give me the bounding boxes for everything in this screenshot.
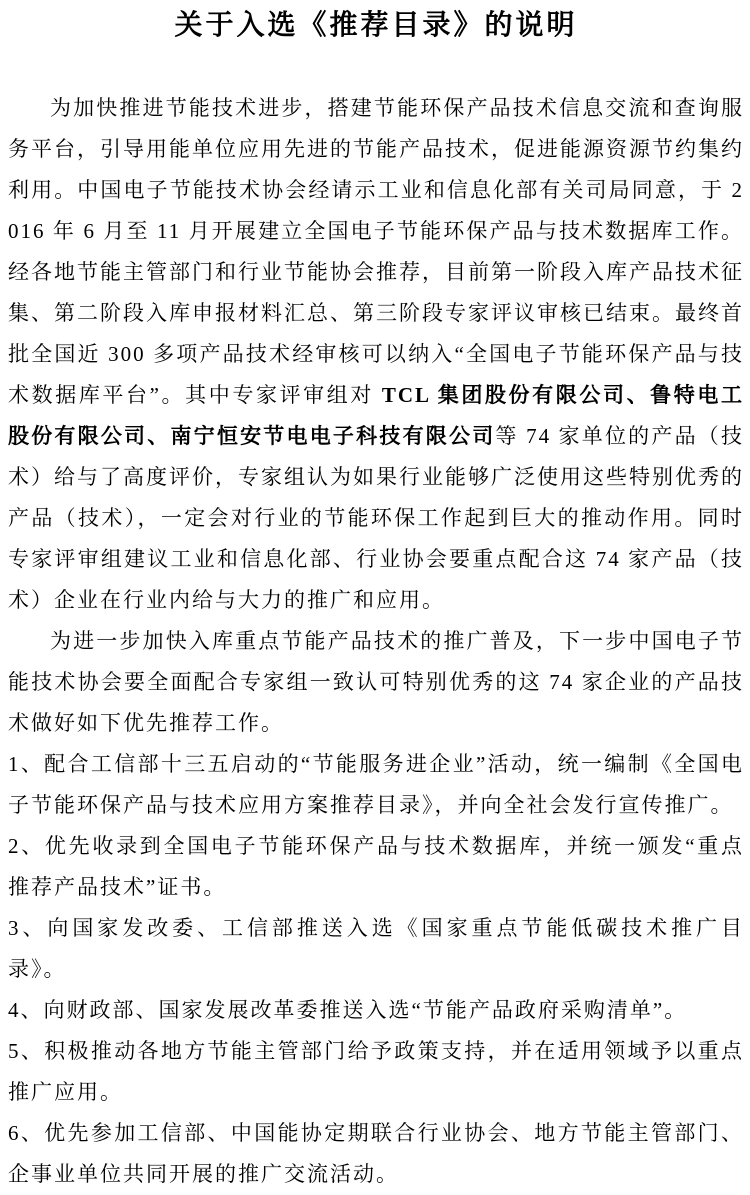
paragraph-2: 为进一步加快入库重点节能产品技术的推广普及，下一步中国电子节能技术协会要全面配合专家组一致认可特别优秀的这 74 家企业的产品技术做好如下优先推荐工作。 (8, 629, 744, 735)
paragraph-1-continued: 等 74 家单位的产品（技术）给与了高度评价，专家组认为如果行业能够广泛使用这些特别优秀的产品（技术），一定会对行业的节能环保工作起到巨大的推动作用。同时专家评审组建议工业和信息化部、行业协会要重点配合这 74 家产品（技术）企业在行业内给与大力的推广和应用。 (8, 424, 745, 612)
list-item-2: 2、优先收录到全国电子节能环保产品与技术数据库，并统一颁发“重点推荐产品技术”证书。 (8, 834, 744, 899)
paragraph-1 (8, 88, 744, 621)
document-title: 关于入选《推荐目录》的说明 (174, 10, 578, 41)
list-item-4: 4、向财政部、国家发展改革委推送入选“节能产品政府采购清单”。 (8, 998, 688, 1022)
company-names-bold: TCL 集团股份有限公司、鲁特电工股份有限公司、南宁恒安节电电子科技有限公司 (8, 383, 744, 448)
list-item-6: 6、优先参加工信部、中国能协定期联合行业协会、地方节能主管部门、企事业单位共同开展的推广交流活动。 (8, 1121, 744, 1186)
list-item-5: 5、积极推动各地方节能主管部门给予政策支持，并在适用领域予以重点推广应用。 (8, 1039, 744, 1104)
list-item-1: 1、配合工信部十三五启动的“节能服务进企业”活动，统一编制《全国电子节能环保产品与技术应用方案推荐目录》，并向全社会发行宣传推广。 (8, 752, 744, 817)
paragraph-1-text: 为加快推进节能技术进步，搭建节能环保产品技术信息交流和查询服务平台，引导用能单位应用先进的节能产品技术，促进能源资源节约集约利用。中国电子节能技术协会经请示工业和信息化部有关司局同意，于 2016 年 6 月至 11 月开展建立全国电子节能环保产品与技术数据库工作。经各地节能主管部门和行业节能协会推荐，目前第一阶段入库产品技术征集、第二阶段入库申报材料汇总、第三阶段专家评议审核已结束。最终首批全国近 300 多项产品技术经审核可以纳入“全国电子节能环保产品与技术数据库平台”。其中专家评审组对 (8, 96, 744, 407)
list-item-3: 3、向国家发改委、工信部推送入选《国家重点节能低碳技术推广目录》。 (8, 916, 744, 981)
